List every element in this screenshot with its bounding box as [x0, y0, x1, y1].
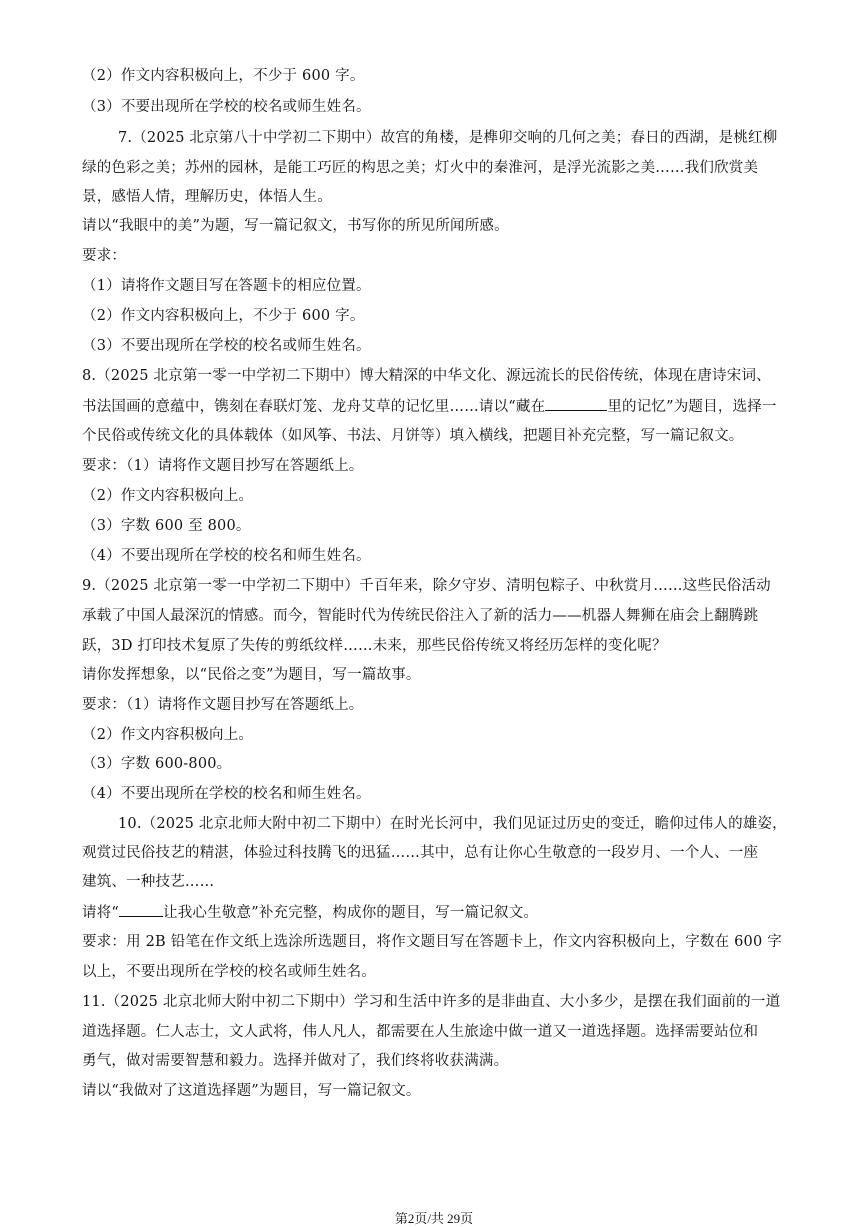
text-line: （3）不要出现所在学校的校名或师生姓名。: [82, 99, 371, 115]
question-7-line: 7.（2025 北京第八十中学初二下期中）故宫的角楼，是榫卯交响的几何之美；春日的西湖，是桃红柳: [118, 130, 778, 146]
question-9-line: 9.（2025 北京第一零一中学初二下期中）千百年来，除夕守岁、清明包粽子、中秋赏月……这些民俗活动: [82, 578, 771, 594]
text-line: 要求：（1）请将作文题目抄写在答题纸上。: [82, 458, 364, 474]
question-11-line: 勇气，做对需要智慧和毅力。选择并做对了，我们终将收获满满。: [82, 1053, 509, 1069]
question-7-line: 景，感悟人情，理解历史，体悟人生。: [82, 189, 332, 205]
text-line: （3）字数 600-800。: [82, 756, 232, 772]
question-10-line: 观赏过民俗技艺的精湛，体验过科技腾飞的迅猛……其中，总有让你心生敬意的一段岁月、一个人、一座: [82, 845, 759, 861]
text-line: （1）请将作文题目写在答题卡的相应位置。: [82, 278, 371, 294]
text-line: 要求：（1）请将作文题目抄写在答题纸上。: [82, 697, 364, 713]
text-line: （2）作文内容积极向上，不少于 600 字。: [82, 308, 365, 324]
question-9-line: 承载了中国人最深沉的情感。而今，智能时代为传统民俗注入了新的活力——机器人舞狮在庙会上翻腾跳: [82, 608, 759, 624]
fill-blank: [119, 902, 163, 917]
question-11-line: 11.（2025 北京北师大附中初二下期中）学习和生活中许多的是非曲直、大小多少，是摆在我们面前的一道: [82, 994, 781, 1010]
text-segment: 请将“: [82, 905, 120, 921]
text-line: 要求：: [82, 248, 127, 264]
question-11-line: 道选择题。仁人志士，文人武将，伟人凡人，都需要在人生旅途中做一道又一道选择题。选择需要站位和: [82, 1024, 759, 1040]
question-7-line: 绿的色彩之美；苏州的园林，是能工巧匠的构思之美；灯火中的秦淮河，是浮光流影之美……我们欣赏美: [82, 160, 759, 176]
text-line: 请以“我眼中的美”为题，写一篇记叙文，书写你的所见所闻所感。: [82, 218, 509, 234]
text-segment: 书法国画的意蕴中，镌刻在春联灯笼、龙舟艾草的记忆里……请以“藏在: [82, 399, 546, 415]
text-line: （2）作文内容积极向上。: [82, 488, 254, 504]
text-line: （3）不要出现所在学校的校名或师生姓名。: [82, 338, 371, 354]
fill-blank: [545, 396, 607, 411]
text-segment: 里的记忆”为题目，选择一: [607, 399, 777, 415]
text-line: 请以“我做对了这道选择题”为题目，写一篇记叙文。: [82, 1083, 421, 1099]
question-8-line: [82, 396, 777, 417]
text-line: （3）字数 600 至 800。: [82, 518, 251, 534]
question-10-line: 10.（2025 北京北师大附中初二下期中）在时光长河中，我们见证过历史的变迁，瞻仰过伟人的雄姿，: [118, 816, 787, 832]
page-number-footer: 第2页/共 29页: [394, 1211, 474, 1226]
text-line: （2）作文内容积极向上，不少于 600 字。: [82, 68, 365, 84]
question-9-line: 跃，3D 打印技术复原了失传的剪纸纹样……未来，那些民俗传统又将经历怎样的变化呢？: [82, 638, 667, 654]
text-line: 以上，不要出现所在学校的校名或师生姓名。: [82, 964, 376, 980]
text-line: 要求：用 2B 铅笔在作文纸上选涂所选题目，将作文题目写在答题卡上，作文内容积极向上，字数在 600 字: [82, 934, 782, 950]
question-10-line: 建筑、一种技艺……: [82, 874, 215, 890]
text-line: 请你发挥想象，以“民俗之变”为题目，写一篇故事。: [82, 667, 421, 683]
question-8-line: 8.（2025 北京第一零一中学初二下期中）博大精深的中华文化、源远流长的民俗传统，体现在唐诗宋词、: [82, 368, 771, 384]
question-10-line: [82, 902, 538, 923]
text-line: （2）作文内容积极向上。: [82, 727, 254, 743]
text-line: （4）不要出现所在学校的校名和师生姓名。: [82, 548, 371, 564]
text-segment: 让我心生敬意”补充完整，构成你的题目，写一篇记叙文。: [163, 905, 539, 921]
text-line: （4）不要出现所在学校的校名和师生姓名。: [82, 786, 371, 802]
question-8-line: 个民俗或传统文化的具体载体（如风筝、书法、月饼等）填入横线，把题目补充完整，写一篇记叙文。: [82, 428, 744, 444]
